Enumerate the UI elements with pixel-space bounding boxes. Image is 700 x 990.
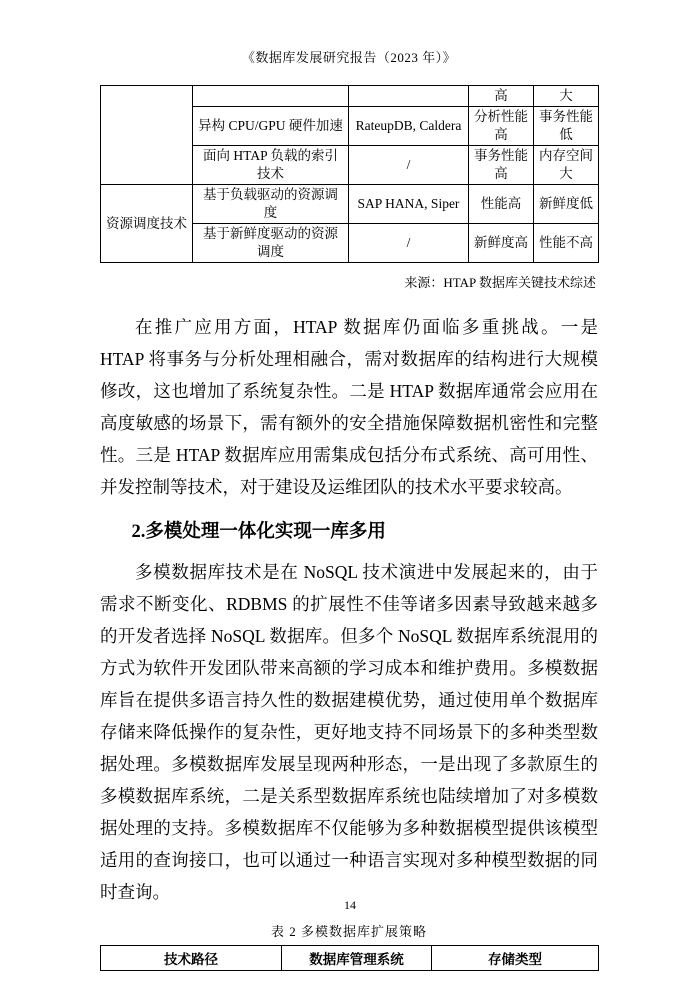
table-cell: 异构 CPU/GPU 硬件加速 [193, 107, 349, 146]
table-source-note: 来源：HTAP 数据库关键技术综述 [404, 275, 596, 290]
table-cell: 性能高 [469, 185, 534, 224]
table-cell: 高 [469, 86, 534, 107]
table-cell: / [349, 224, 469, 263]
table-header-row [101, 946, 599, 971]
column-header: 技术路径 [101, 946, 282, 971]
table2-caption: 表 2 多模数据库扩展策略 [270, 924, 427, 939]
multimodel-expansion-table [100, 945, 599, 971]
table-cell [193, 86, 349, 107]
page-number: 14 [344, 898, 356, 912]
table-row [101, 86, 599, 107]
table-cell: 大 [534, 86, 599, 107]
table-cell: / [349, 146, 469, 185]
column-header: 数据库管理系统 [282, 946, 432, 971]
table-cell: 内存空间大 [534, 146, 599, 185]
page-content [100, 0, 598, 971]
htap-key-tech-table [100, 85, 599, 263]
table-cell [101, 86, 193, 185]
column-header: 存储类型 [432, 946, 599, 971]
table-cell: 事务性能低 [534, 107, 599, 146]
paragraph-multimodel: 多模数据库技术是在 NoSQL 技术演进中发展起来的，由于需求不断变化、RDBMS 的扩展性不佳等诸多因素导致越来越多的开发者选择 NoSQL 数据库。但多个 NoSQL 数据库系统混用的方式为软件开发团队带来高额的学习成本和维护费用。多模数据库旨在提供多语言持久性的数据建模优势，通过使用单个数据库存储来降低操作的复杂性，更好地支持不同场景下的多种类型数据处理。多模数据库发展呈现两种形态，一是出现了多款原生的多模数据库系统，二是关系型数据库系统也陆续增加了对多模数据处理的支持。多模数据库不仅能够为多种数据模型提供该模型适用的查询接口，也可以通过一种语言实现对多种模型数据的同时查询。 [100, 562, 598, 902]
section-heading-multimodel: 2.多模处理一体化实现一库多用 [131, 522, 386, 542]
table-cell: 面向 HTAP 负载的索引技术 [193, 146, 349, 185]
table-cell: 新鲜度高 [469, 224, 534, 263]
table-cell: 分析性能高 [469, 107, 534, 146]
table-cell: 性能不高 [534, 224, 599, 263]
document-header-title: 《数据库发展研究报告（2023 年）》 [241, 50, 457, 65]
table-cell: 资源调度技术 [101, 185, 193, 263]
table-row [101, 185, 599, 224]
table-cell: 基于新鲜度驱动的资源调度 [193, 224, 349, 263]
table-cell: RateupDB, Caldera [349, 107, 469, 146]
table-cell: 事务性能高 [469, 146, 534, 185]
table-cell [349, 86, 469, 107]
table-cell: 新鲜度低 [534, 185, 599, 224]
table-cell: SAP HANA, Siper [349, 185, 469, 224]
paragraph-htap-challenges: 在推广应用方面，HTAP 数据库仍面临多重挑战。一是 HTAP 将事务与分析处理相融合，需对数据库的结构进行大规模修改，这也增加了系统复杂性。二是 HTAP 数据库通常会应用在高度敏感的场景下，需有额外的安全措施保障数据机密性和完整性。三是 HTAP 数据库应用需集成包括分布式系统、高可用性、并发控制等技术，对于建设及运维团队的技术水平要求较高。 [100, 317, 598, 497]
table-cell: 基于负载驱动的资源调度 [193, 185, 349, 224]
